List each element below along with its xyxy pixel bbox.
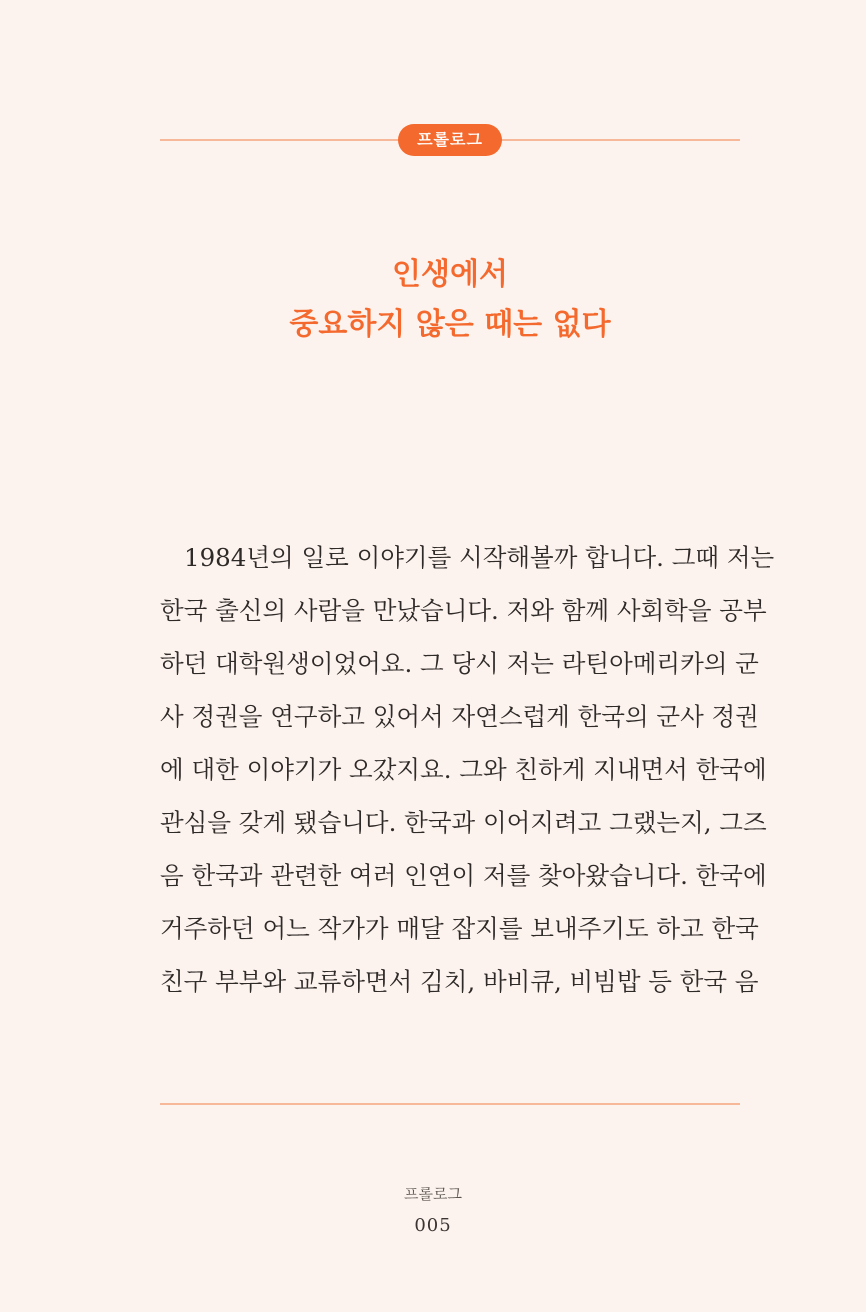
footer-divider: [160, 1103, 740, 1105]
body-line: 1984년의 일로 이야기를 시작해볼까 합니다. 그때 저는: [184, 543, 775, 572]
section-label-badge: 프롤로그: [398, 124, 502, 156]
page-number: 005: [414, 1215, 452, 1236]
chapter-title-line: 중요하지 않은 때는 없다: [289, 307, 611, 342]
body-line: 에 대한 이야기가 오갔지요. 그와 친하게 지내면서 한국에: [160, 755, 767, 784]
body-line: 거주하던 어느 작가가 매달 잡지를 보내주기도 하고 한국: [160, 914, 759, 943]
chapter-title-line: 인생에서: [392, 257, 508, 292]
body-line: 관심을 갖게 됐습니다. 한국과 이어지려고 그랬는지, 그즈: [160, 808, 767, 837]
body-line: 사 정권을 연구하고 있어서 자연스럽게 한국의 군사 정권: [160, 702, 759, 731]
running-footer-title: 프롤로그: [404, 1185, 462, 1203]
chapter-title: [160, 250, 740, 350]
body-line: 하던 대학원생이었어요. 그 당시 저는 라틴아메리카의 군: [160, 649, 759, 678]
body-paragraph: [160, 531, 775, 1008]
body-line: 음 한국과 관련한 여러 인연이 저를 찾아왔습니다. 한국에: [160, 861, 767, 890]
body-line: 한국 출신의 사람을 만났습니다. 저와 함께 사회학을 공부: [160, 596, 767, 625]
body-line: 친구 부부와 교류하면서 김치, 바비큐, 비빔밥 등 한국 음: [160, 967, 759, 996]
